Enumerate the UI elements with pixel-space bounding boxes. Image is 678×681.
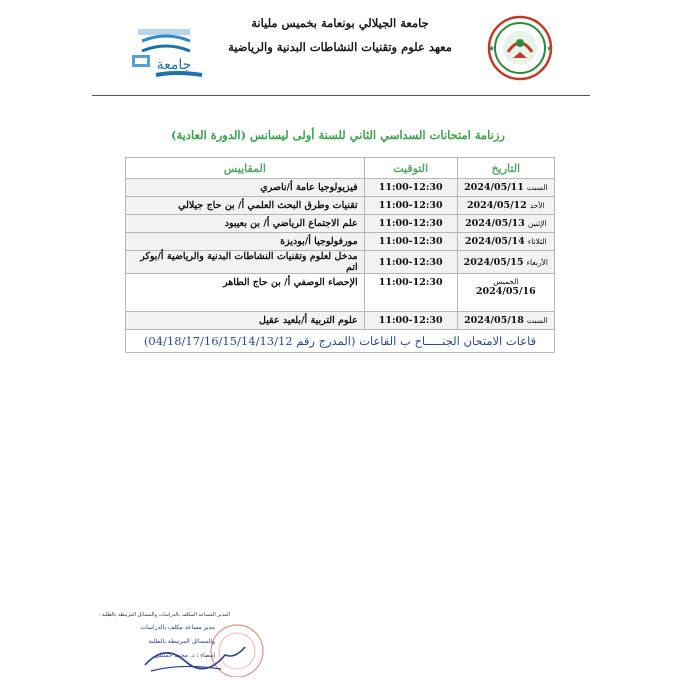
institute-emblem <box>480 14 560 82</box>
institute-name: معهد علوم وتقنيات النشاطات البدنية والرياضية <box>228 40 452 54</box>
subject-cell: علوم التربية أ/بلعيد عقيل <box>126 312 365 330</box>
table-row <box>126 215 555 233</box>
subject-cell: فيزيولوجيا عامة أ/ناصري <box>126 179 365 197</box>
day-name: الأحد <box>529 201 545 210</box>
time-cell: 11:00-12:30 <box>364 274 457 312</box>
table-row <box>126 251 555 274</box>
subject-cell: الإحصاء الوصفي أ/ بن حاج الطاهر <box>126 274 365 312</box>
date-value: 2024/05/12 <box>466 200 527 211</box>
time-cell: 11:00-12:30 <box>364 179 457 197</box>
day-name: السبت <box>526 183 548 192</box>
date-value: 2024/05/11 <box>464 182 524 193</box>
date-cell <box>457 251 554 274</box>
date-value: 2024/05/13 <box>465 218 525 229</box>
table-row <box>126 312 555 330</box>
university-name: جامعة الجيلالي بونعامة بخميس مليانة <box>251 16 429 30</box>
header-subject: المقاييس <box>126 158 365 179</box>
date-cell <box>457 274 554 312</box>
table-header-row <box>126 158 555 179</box>
svg-text:★: ★ <box>546 44 554 53</box>
day-name: الأربعاء <box>526 257 548 267</box>
day-name: السبت <box>526 316 548 325</box>
date-cell <box>457 215 554 233</box>
time-cell: 11:00-12:30 <box>364 312 457 330</box>
stamp-line: والمسائل المرتبطة بالطلبة <box>148 638 215 645</box>
time-cell: 11:00-12:30 <box>364 197 457 215</box>
subject-cell: مدخل لعلوم وتقنيات النشاطات البدنية والرياضية أ/بوكر اتم <box>126 251 365 274</box>
stamp-line: إمضاء : د. محمد حمليلي <box>154 652 215 659</box>
date-value: 2024/05/16 <box>475 286 536 297</box>
schedule-title: رزنامة امتحانات السداسي الثاني للسنة أولى ليسانس (الدورة العادية) <box>171 128 505 142</box>
date-cell <box>457 233 554 251</box>
date-value: 2024/05/18 <box>464 315 524 326</box>
date-value: 2024/05/15 <box>463 256 524 268</box>
table-row <box>126 179 555 197</box>
table-row <box>126 274 555 312</box>
day-name: الإثنين <box>527 219 547 228</box>
logo-text: جامعة <box>156 57 192 73</box>
date-cell <box>457 312 554 330</box>
time-cell: 11:00-12:30 <box>364 251 457 274</box>
date-value: 2024/05/14 <box>464 236 525 247</box>
table-footer-row <box>126 330 555 353</box>
date-cell <box>457 197 554 215</box>
header-time: التوقيت <box>364 158 457 179</box>
day-name: الثلاثاء <box>527 237 547 246</box>
day-name: الخميس <box>493 277 519 286</box>
svg-text:★: ★ <box>488 44 496 53</box>
table-row <box>126 233 555 251</box>
table-row <box>126 197 555 215</box>
subject-cell: مورفولوجيا أ/بوديزة <box>126 233 365 251</box>
header-date: التاريخ <box>457 158 554 179</box>
university-logo <box>120 15 212 83</box>
exam-schedule-table <box>125 157 555 353</box>
subject-cell: تقنيات وطرق البحث العلمي أ/ بن حاج جيلالي <box>126 197 365 215</box>
time-cell: 11:00-12:30 <box>364 215 457 233</box>
subject-cell: علم الاجتماع الرياضي أ/ بن بعيبود <box>126 215 365 233</box>
signature-title: المدير المساعد المكلف بالدراسات والمسائل المرتبطة بالطلبة : <box>98 612 230 618</box>
exam-rooms-note: قاعات الامتحان الجنـــــاح ب القاعات (المدرج رقم 04/18/17/16/15/14/13/12) <box>126 330 555 353</box>
signature-stamp <box>115 615 295 677</box>
stamp-line: مدير مساعد مكلف بالدراسات <box>140 624 215 631</box>
time-cell: 11:00-12:30 <box>364 233 457 251</box>
header-divider <box>92 95 590 96</box>
date-cell <box>457 179 554 197</box>
